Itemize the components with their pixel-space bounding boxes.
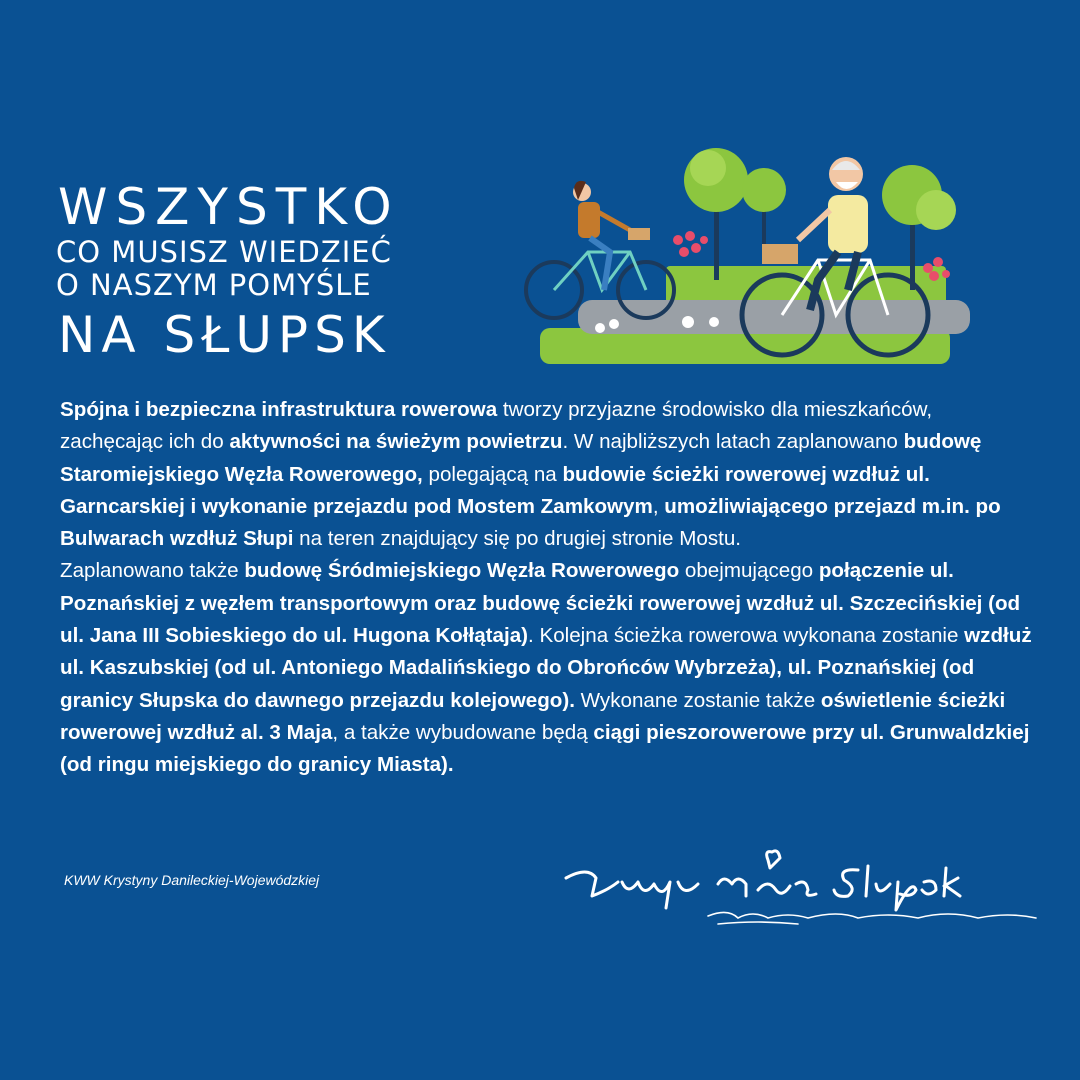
- body-text-segment: ,: [652, 494, 665, 518]
- flower-icon: [673, 231, 708, 257]
- body-text-segment: na teren znajdujący się po drugiej stronie Mostu.: [293, 527, 742, 551]
- body-text-segment: tworzy przyjazne środowisko dla mieszkańców, zachęcając ich do: [60, 398, 933, 454]
- body-text-segment: . Kolejna ścieżka rowerowa wykonana zostanie: [528, 624, 965, 648]
- body-text-segment: , a także wybudowane będą: [332, 720, 594, 744]
- highlighted-text: ciągi pieszorowerowe przy ul. Grunwaldzkiej (od ringu miejskiego do granicy Miasta).: [60, 720, 1030, 777]
- body-text: [60, 394, 1035, 782]
- highlighted-text: oświetlenie ścieżki rowerowej wzdłuż al. 3 Maja: [60, 688, 1006, 744]
- headline-line-2: CO MUSISZ WIEDZIEĆ: [56, 235, 392, 269]
- signature-logo: [558, 838, 1048, 938]
- body-text-segment: . W najbliższych latach zaplanowano: [562, 430, 904, 454]
- highlighted-text: budowie ścieżki rowerowej wzdłuż ul. Garncarskiej i wykonanie przejazdu pod Mostem Zamkowym: [60, 462, 930, 518]
- committee-name: KWW Krystyny Danileckiej-Wojewódzkiej: [64, 872, 320, 888]
- cyclists-illustration: [518, 140, 978, 370]
- body-text-segment: polegającą na: [422, 462, 563, 486]
- body-text-segment: obejmującego: [679, 559, 819, 583]
- headline-line-4: NA SŁUPSK: [58, 306, 391, 364]
- signature-handwriting: [708, 912, 1036, 924]
- paragraph-2: [60, 555, 1035, 781]
- highlighted-text: budowę Śródmiejskiego Węzła Rowerowego: [244, 559, 680, 583]
- body-text-segment: Zaplanowano także: [60, 559, 245, 583]
- headline: [58, 178, 478, 366]
- highlighted-text: umożliwiającego przejazd m.in. po Bulwarach wzdłuż Słupi: [60, 494, 1001, 551]
- highlighted-text: wzdłuż ul. Kaszubskiej (od ul. Antoniego Madalińskiego do Obrońców Wybrzeża), ul. Poznańskiej (od granicy Słupska do dawnego przejazdu kolejowego).: [60, 624, 1032, 712]
- body-text-segment: Wykonane zostanie także: [574, 688, 821, 712]
- paragraph-1: [60, 394, 1035, 555]
- headline-line-3: O NASZYM POMYŚLE: [56, 268, 372, 302]
- slogan-handwriting: [566, 851, 960, 910]
- highlighted-text: aktywności na świeżym powietrzu: [229, 430, 563, 454]
- highlighted-text: Spójna i bezpieczna infrastruktura rowerowa: [60, 398, 498, 421]
- headline-line-1: WSZYSTKO: [58, 178, 400, 236]
- tree-icon: [684, 148, 748, 280]
- highlighted-text: budowę Staromiejskiego Węzła Rowerowego,: [60, 430, 982, 486]
- highlighted-text: połączenie ul. Poznańskiej z węzłem transportowym oraz budowę ścieżki rowerowej wzdłuż ul. Szczecińskiej (od ul. Jana III Sobieskiego do ul. Hugona Kołłątaja): [60, 559, 1021, 648]
